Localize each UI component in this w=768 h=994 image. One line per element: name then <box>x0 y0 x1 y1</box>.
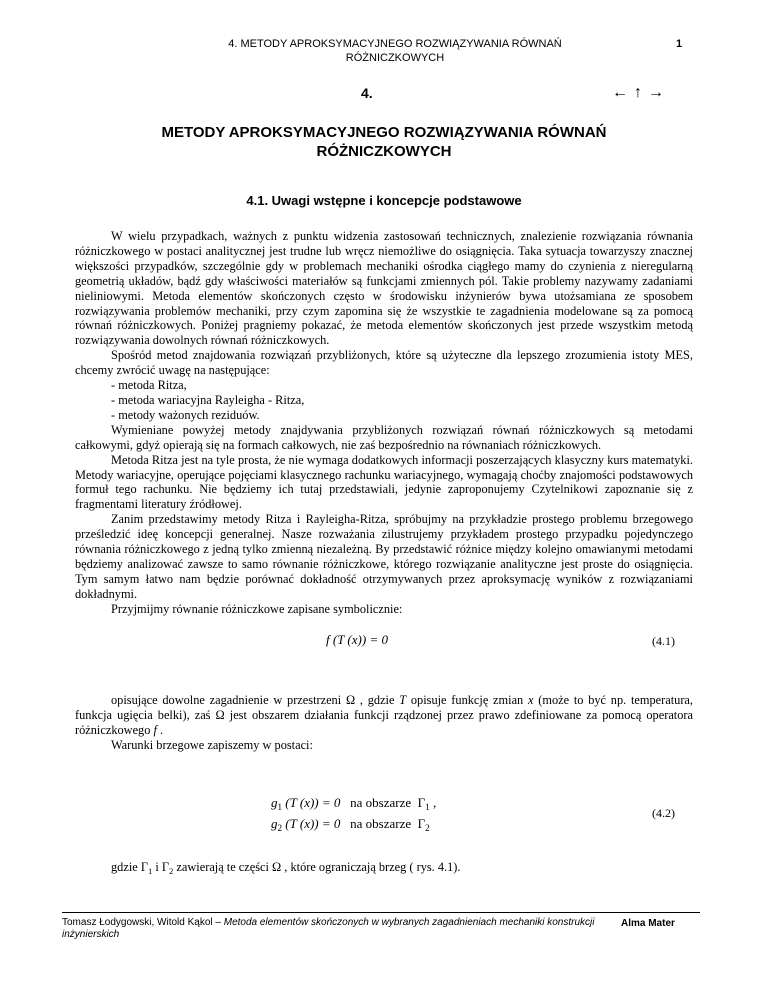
navigation-arrows <box>612 84 670 102</box>
variable-f: f <box>153 722 157 737</box>
footer-authors: Tomasz Łodygowski, Witold Kąkol – <box>62 917 224 928</box>
equation-4-1-body: f (T (x)) = 0 <box>326 632 388 647</box>
paragraph-ritza: Metoda Ritza jest na tyle prosta, że nie wymaga dodatkowych informacji poszerzających klasyczny kurs matematyki. Metody wariacyjne, operujące pojęciami klasycznego rachunku wariacyjnego, wymagają choćby znajomości podstawowych formuł tego rachunku. Nie będziemy ich tutaj przedstawiali, jedynie zaproponujemy Czytelnikowi zapoznanie się z fragmentami literatury źródłowej. <box>75 452 693 512</box>
chapter-title <box>100 123 668 161</box>
chapter-title-line1: METODY APROKSYMACYJNEGO ROZWIĄZYWANIA RÓWNAŃ <box>161 124 607 141</box>
equation-4-1-number: (4.1) <box>652 634 675 648</box>
next-arrow-icon[interactable]: → <box>648 84 670 101</box>
omega-symbol: Ω <box>345 693 356 707</box>
equation-4-1 <box>326 632 388 648</box>
list-item: - metoda Ritza, <box>111 378 187 393</box>
page-number: 1 <box>676 38 683 50</box>
paragraph-example: Zanim przedstawimy metody Ritza i Rayleigha-Ritza, spróbujmy na przykładzie prostego problemu brzegowego prześledzić ideę koncepcji generalnej. Nasze rozważania zilustrujemy przykładem prostego przypadku pojedynczego równania różniczkowego z jedną tylko zmienną niezależną. By przedstawić różnice między kolejno omawianymi metodami będziemy analizować zawsze to samo równanie różniczkowe, którego rozwiązanie analityczne jest proste do osiągnięcia. Tym samym łatwo nam będzie porównać dokładność otrzymywanych przez aproksymację wyników z rozwiązaniami dokładnymi. <box>75 512 693 601</box>
chapter-number: 4. <box>361 85 373 101</box>
running-header <box>160 37 630 65</box>
equation-4-2-line1: $g_1$ (T (x)) = 0 na obszarze $\Gamma_1$ , <box>271 795 437 812</box>
running-title-line2: RÓŻNICZKOWYCH <box>345 52 445 64</box>
footer-citation <box>62 917 602 941</box>
paragraph-integral: Wymieniane powyżej metody znajdywania przybliżonych rozwiązań równań różniczkowych są metodami całkowymi, gdyż opierają się na formach całkowych, nie zaś bezpośrednio na równaniach różniczkowych. <box>75 422 693 452</box>
paragraph-equation-intro: Przyjmijmy równanie różniczkowe zapisane symbolicznie: <box>111 601 403 616</box>
footer-brand: Alma Mater <box>621 918 675 929</box>
paragraph-domain: opisujące dowolne zagadnienie w przestrzeni Ω , gdzie T opisuje funkcję zmian x (może to być np. temperatura, funkcja ugięcia belki), zaś Ω jest obszarem działania funkcji rządzonej przez prawo zdefiniowane za pomocą operatora różniczkowego f . Warunki brzegowe zapiszemy w postaci: <box>75 693 693 752</box>
list-item: - metody ważonych reziduów. <box>111 407 260 422</box>
variable-T: T <box>399 693 407 707</box>
section-title: 4.1. Uwagi wstępne i koncepcje podstawowe <box>246 193 522 208</box>
variable-x: x <box>527 693 534 707</box>
chapter-title-line2: RÓŻNICZKOWYCH <box>316 143 452 160</box>
paragraph-methods: Spośród metod znajdowania rozwiązań przybliżonych, które są użyteczne dla lepszego zrozumienia istoty MES, chcemy zwrócić uwagę na następujące: <box>75 348 693 378</box>
up-arrow-icon[interactable]: ↑ <box>634 84 648 101</box>
omega-symbol: Ω <box>215 707 225 722</box>
list-item: - metoda wariacyjna Rayleigha - Ritza, <box>111 392 305 407</box>
paragraph-boundary: Warunki brzegowe zapiszemy w postaci: <box>111 737 313 752</box>
paragraph-gamma: gdzie $\Gamma_1$ i $\Gamma_2$ zawierają te części Ω , które ograniczają brzeg ( rys. 4.1). <box>111 860 461 876</box>
previous-arrow-icon[interactable]: ← <box>612 84 634 101</box>
equation-4-2-line2: $g_2$ (T (x)) = 0 na obszarze $\Gamma_2$ <box>271 816 430 833</box>
paragraph-intro: W wielu przypadkach, ważnych z punktu widzenia zastosowań technicznych, znalezienie rozwiązania równania różniczkowego w postaci analitycznej jest trudne lub wręcz niemożliwe do osiągnięcia. Taka sytuacja towarzyszy znacznej większości przypadków, szczególnie gdy w problemach mechaniki ośrodka ciągłego mamy do czynienia z nieregularną geometrią układów, bądź gdy właściwości materiałów są funkcjami zmiennych pól. Takie problemy nazywamy zadaniami nieliniowymi. Metoda elementów skończonych często w środowisku inżynierów bywa utożsamiana ze sposobem rozwiązywania problemów mechaniki, przy czym zapomina się że wszystkie te zagadnienia modelowane są za pomocą równań różniczkowych. Poniżej pragniemy pokazać, że metoda elementów skończonych jest przede wszystkim metodą rozwiązywania dowolnych równań różniczkowych. <box>75 229 693 348</box>
footer-divider <box>62 912 700 913</box>
running-title-line1: 4. METODY APROKSYMACYJNEGO ROZWIĄZYWANIA RÓWNAŃ <box>228 38 562 50</box>
equation-4-2-number: (4.2) <box>652 806 675 820</box>
body-text <box>75 229 693 617</box>
footer-book-title: Metoda elementów skończonych w wybranych zagadnieniach mechaniki konstrukcji inżynierskich <box>62 917 595 940</box>
